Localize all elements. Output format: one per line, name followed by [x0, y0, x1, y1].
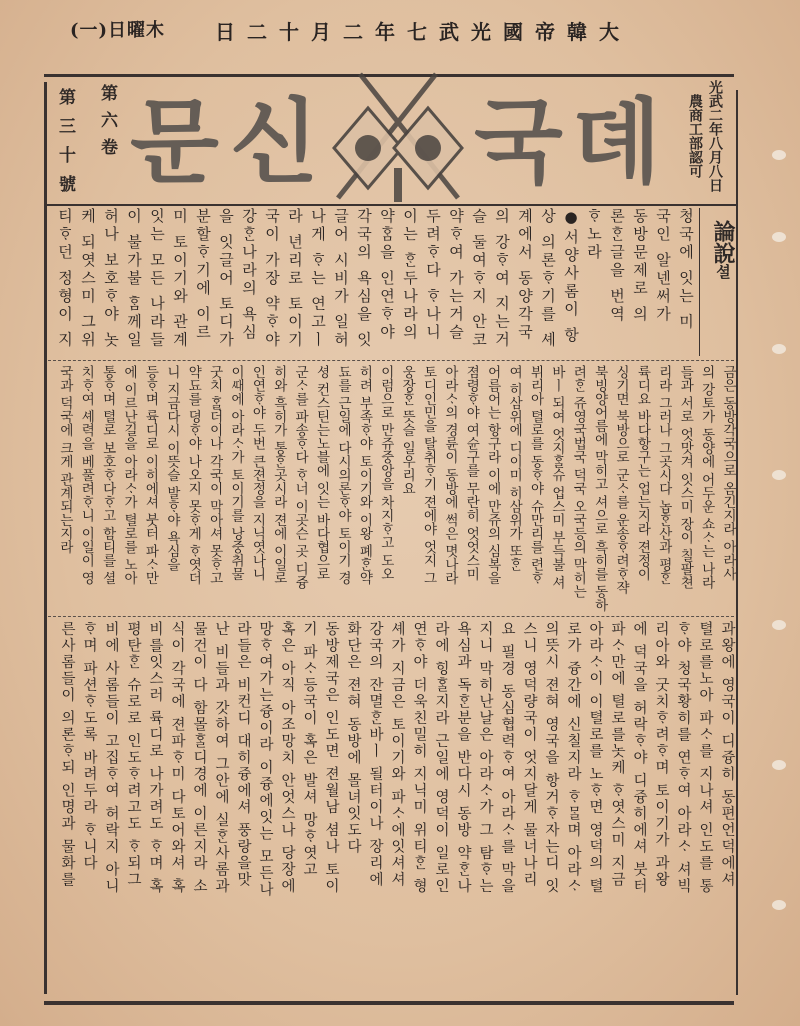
editorial-label — [699, 208, 734, 356]
text-column: 에 덕국을 허락ᄒᆞ야 디즁히에셔 붓터 — [631, 620, 647, 895]
text-column: 어름어는 항구라 이에 만쥬의 심복을 — [484, 365, 501, 585]
text-column: 아라ᄉᆞ의 경륜이 동방에 썩은 몃나라 — [441, 365, 458, 585]
text-column: 강국의 잔멸ᄒᆞᆫ바ㅣ 될터이나 장리에 — [367, 620, 383, 888]
text-column: 나게 ᄒᆞ는 연고ㅣ — [309, 208, 327, 350]
binding-hole — [772, 150, 786, 160]
text-column: 의 강토가 동양에 어두운 쇼ᄉᆞ는 나라 — [698, 365, 715, 589]
text-column: 토디인민을 탈취ᄒᆞ기 젼에야 엇지 그 — [420, 365, 437, 585]
issue-number: 第三十號 — [55, 88, 75, 204]
text-column: 군ᄉᆞ를 파송ᄒᆞ다 ᄒᆞ너 이곳슨 곳 디즁 — [292, 365, 309, 589]
text-column: 의뜻시 젼혀 영국을 항거ᄒᆞ자는디 잇 — [543, 620, 559, 895]
text-column: 아라ᄉᆞ이 이텰로를 노ᄒᆞ면 영덕의 텰 — [587, 620, 603, 895]
text-column: ᄒᆞ노라 — [585, 208, 603, 262]
text-column: 약됴를 뎡ᄒᆞ야 나오지 못ᄒᆞ게 ᄒᆞ엿더 — [185, 365, 202, 585]
text-column: 리라 그러나 그곳시다 놉ᄒᆞᆫ산과 평ᄒᆞᆫ — [655, 365, 672, 585]
text-column: 국인 알넨써가 — [654, 208, 672, 324]
text-column: 티ᄒᆞ던 정형이 지 — [56, 208, 74, 350]
editorial-top-section — [48, 208, 734, 356]
masthead-char: 문 — [130, 88, 219, 196]
binding-hole — [772, 900, 786, 910]
volume-number: 第六卷 — [97, 84, 117, 165]
text-column: 치ᄒᆞ여 셰력을 베풀려ᄒᆞ니 이일이 영 — [78, 365, 95, 585]
text-column: 웅장ᄒᆞᆫ 뜻슬 일우리요 — [399, 365, 416, 496]
text-column: 론ᄒᆞᆫ글을 번역 — [608, 208, 626, 324]
editorial-bottom-section — [48, 621, 734, 991]
editorial-middle-section — [48, 365, 734, 612]
text-column: 등ᄒᆞ며 륙디로 이히에셔 붓터 파ᄉᆞ만 — [142, 365, 159, 585]
text-column: 잇는 모든 나라들 — [148, 208, 166, 350]
text-column: 라에 힝ᄒᆞᆯ지라 근일에 영덕이 일로인 — [433, 620, 449, 895]
editorial-reading: 셜 — [714, 264, 732, 279]
masthead-char: 신 — [230, 88, 319, 196]
text-column: 에 이르난길을 아라ᄉᆞ가 텰로를 노아 — [121, 365, 138, 585]
section-divider — [48, 360, 734, 361]
binding-hole — [772, 760, 786, 770]
text-column: 셩 컨스틴는노블에 잇는 바다협으로 — [313, 365, 330, 581]
text-column: 려ᄒᆞᆫ 쥬영국법국 덕국 오국등의 막히는 — [570, 365, 587, 599]
text-column: 이럼으로 만쥬중앙을 차지ᄒᆞ고 도오 — [377, 365, 394, 581]
text-column: 금은 동방각국으로 옴긴지라 아라사 — [720, 365, 736, 581]
binding-hole — [772, 470, 786, 480]
text-column: 바ㅣ 되여 엇지ᄒᆞᆯ슈 업스미 부득불 셔 — [548, 365, 565, 589]
text-column: 륙디요 바다항구는 업는지라 젼정이 — [634, 365, 651, 581]
weekday-page-number: 木曜日(一) — [70, 20, 166, 41]
text-column: 케 되엿스미 그위 — [79, 208, 97, 350]
binding-hole — [772, 344, 786, 354]
text-column: 화단은 젼혀 동방에 몰녀잇도다 — [345, 620, 361, 855]
section-divider — [48, 616, 734, 617]
text-column: 혹은 아직 아조망치 안엇스나 당장에 — [279, 620, 295, 895]
text-column: 의 강ᄒᆞ여 지는거 — [493, 208, 511, 350]
text-column: 을 잇글어 토디가 — [217, 208, 235, 350]
text-column: 계에서 동양각국 — [516, 208, 534, 342]
text-column: 니 지금다시 이뜻슬 발ᄒᆞ야 욕심을 — [163, 365, 180, 572]
text-column: 스니 영덕량국이 엇지달게 물너나리 — [521, 620, 537, 888]
text-column: 약ᄒᆞ여 가는거슬 — [447, 208, 465, 342]
permit-authority: 農商工部認可 — [687, 94, 703, 178]
text-column: 이는 ᄒᆞᆫ두나라의 — [401, 208, 419, 342]
text-column: 파ᄉᆞ만에 텰로를놋케 ᄒᆞ엿스미 지금 — [609, 620, 625, 888]
text-column: 졈령ᄒᆞ야 여슌구를 무란히 엇엇스미 — [463, 365, 480, 581]
text-column: 히와 흑히가 통ᄒᆞᆫ곳시라 젼에 이일로 — [270, 365, 287, 585]
text-column: 됴를 근일에 다시의론ᄒᆞ야 토이기 경 — [334, 365, 351, 585]
text-column: 통ᄒᆞ며 텰로 보호ᄒᆞ다ᄒᆞ고 함티를 셜 — [99, 365, 116, 585]
text-column: 굿치 ᄒᆞᆯ더이나 각국이 막아셔 못ᄒᆞ고 — [206, 365, 223, 585]
text-column: 비를잇스러 륙디로 나가려도 ᄒᆞ며 혹 — [147, 620, 163, 895]
text-column: 욕심과 독ᄒᆞᆫ분을 반다시 동방 약ᄒᆞᆫ나 — [455, 620, 471, 895]
text-column: 리아와 굿치ᄒᆞ려ᄒᆞ며 토이기가 과왕 — [653, 620, 669, 888]
text-column: 른사롬들이 의론ᄒᆞ되 인명과 물화를 — [59, 620, 75, 888]
text-column: 북빙양어름에 막히고 셔으로 흑히를 동하 — [591, 365, 608, 612]
text-column: 기 파ᄉᆞ등국이 혹은 발셔 망ᄒᆞ엿고 — [301, 620, 317, 879]
text-column: 난 비들과 갓하여 그안에 실ᄒᆞᆫ사롬과 — [213, 620, 229, 895]
text-column: 히려 부족ᄒᆞ야 토이기와 이왕 폐ᄒᆞᆫ약 — [356, 365, 373, 585]
text-column: 국과 덕국에 크게 관계되는지라 — [56, 365, 73, 554]
text-column: 라 년리로 토이기 — [286, 208, 304, 350]
text-column: 약ᄒᆞᆷ을 인연ᄒᆞ야 — [378, 208, 396, 342]
text-column: ᄒᆞ야 청국황히를 연ᄒᆞ여 아라ᄉᆞ 셔빅 — [675, 620, 691, 895]
text-column: 연ᄒᆞ야 더욱친밀히 지닉미 위티ᄒᆞᆫ 형 — [411, 620, 427, 895]
permit-date: 光武二年八月八日 — [707, 80, 723, 192]
text-column: 강ᄒᆞᆫ나라의 욕심 — [240, 208, 258, 342]
text-column: 글어 시비가 일허 — [332, 208, 350, 350]
text-column: 뷔리아 텰로를 동ᄒᆞ야 슈만리를 련ᄒᆞ — [527, 365, 544, 585]
text-column: 분할ᄒᆞ기에 이르 — [194, 208, 212, 342]
text-column: 요 필경 동심협력ᄒᆞ여 아라ᄉᆞ를 막을 — [499, 620, 515, 895]
text-column: 망ᄒᆞ여가는즁이라 이즁에잇는 모든나 — [257, 620, 273, 898]
text-column: 라들은 비컨디 대히즁에셔 풍랑을맛 — [235, 620, 251, 888]
text-column: 청국에 잇는 미 — [677, 208, 695, 332]
frame-right-rule — [736, 90, 738, 995]
text-column: 평탄ᄒᆞᆫ 슈로로 인도ᄒᆞ려고도 ᄒᆞ되그 — [125, 620, 141, 888]
editorial-title: 論說 — [710, 220, 736, 264]
masthead-char: 뎨 — [572, 88, 661, 196]
text-column: 슬 둘여ᄒᆞ지 안코 — [470, 208, 488, 350]
text-column: 텰로를노아 파ᄉᆞ를 지나셔 인도를 통 — [697, 620, 713, 895]
crossed-flags-emblem — [318, 68, 478, 204]
text-column: 두려ᄒᆞ다 ᄒᆞ나니 — [424, 208, 442, 342]
text-column: 동방문제로 의 — [631, 208, 649, 324]
editorial-body — [48, 208, 734, 991]
text-column: ●서양사롬이 항 — [562, 208, 580, 345]
text-column: 각국의 욕심을 잇 — [355, 208, 373, 350]
text-column: 이 불가불 ᄒᆞᆷ께일 — [125, 208, 143, 350]
text-column: ᄒᆞ며 파션ᄒᆞ도록 바려두라 ᄒᆞ니다 — [81, 620, 97, 872]
masthead-char: 국 — [474, 88, 563, 196]
text-column: 들과 서로 엇맛겨 잇스미 장이 칠팔쳔 — [677, 365, 694, 589]
binding-hole — [772, 232, 786, 242]
text-column: 동방제국은 인도면 젼월남 셤나 토이 — [323, 620, 339, 895]
date-line: 大韓帝國光武七年二月十二日 — [215, 20, 631, 44]
text-column: 여 히삼위에 디이미 히삼위가 또ᄒᆞᆫ — [506, 365, 523, 572]
frame-left-rule — [44, 82, 47, 994]
text-column: 인연ᄒᆞ야 두번 큰젼정을 지닉엿나니 — [249, 365, 266, 581]
masthead-divider — [46, 204, 736, 206]
text-column: 지니 막히난날은 아라ᄉᆞ가 그 탐ᄒᆞ는 — [477, 620, 493, 895]
text-column: 국이 가장 약ᄒᆞ야 — [263, 208, 281, 350]
text-column: 이ᄯᅢ에 아라ᄉᆞ가 토이기를 낭중취물 — [228, 365, 245, 581]
text-column: 허나 보호ᄒᆞ야 놋 — [102, 208, 120, 350]
text-column: 상 의론ᄒᆞ기를 셰 — [539, 208, 557, 350]
text-column: 과왕에 영국이 디즁히 동편언덕에셔 — [719, 620, 735, 888]
text-column: 싱기면 북방으로 군ᄉᆞ를 운송ᄒᆞ려ᄒᆞ쟉 — [613, 365, 630, 594]
text-column: 미 토이기와 관계 — [171, 208, 189, 350]
text-column: 물건이 다 함몰ᄒᆞᆯ디경에 이른지라 소 — [191, 620, 207, 895]
text-column: 식이 각국에 젼파ᄒᆞ미 다토어와셔 혹 — [169, 620, 185, 895]
binding-hole — [772, 620, 786, 630]
text-column: 로가 즁간에 신칠지라 ᄒᆞᄆᆞᆯ며 아라ᄉᆞ — [565, 620, 581, 895]
text-column: 비에 사롬들이 고집ᄒᆞ여 허락지 아니 — [103, 620, 119, 895]
text-column: 셰가 지금은 토이기와 파ᄉᆞ에잇셔셔 — [389, 620, 405, 888]
